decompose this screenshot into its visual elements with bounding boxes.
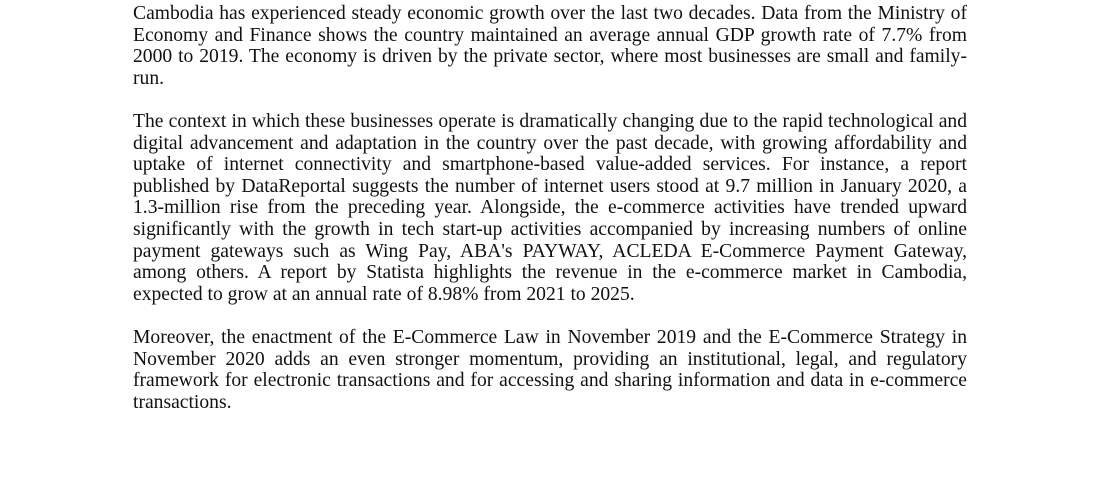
document-body — [133, 3, 967, 435]
paragraph-economic-growth: Cambodia has experienced steady economic growth over the last two decades. Data from the Ministry of Economy and Finance shows the country maintained an average annual GDP growth rate of 7.7% from 2000 to 2019. The economy is driven by the private sector, where most businesses are small and family-run. — [133, 3, 967, 89]
paragraph-digital-context: The context in which these businesses operate is dramatically changing due to the rapid technological and digital advancement and adaptation in the country over the past decade, with growing affordability and uptake of internet connectivity and smartphone-based value-added services. For instance, a report published by DataReportal suggests the number of internet users stood at 9.7 million in January 2020, a 1.3-million rise from the preceding year. Alongside, the e-commerce activities have trended upward significantly with the growth in tech start-up activities accompanied by increasing numbers of online payment gateways such as Wing Pay, ABA's PAYWAY, ACLEDA E-Commerce Payment Gateway, among others. A report by Statista highlights the revenue in the e-commerce market in Cambodia, expected to grow at an annual rate of 8.98% from 2021 to 2025. — [133, 110, 967, 305]
paragraph-ecommerce-law: Moreover, the enactment of the E-Commerce Law in November 2019 and the E-Commerce Strategy in November 2020 adds an even stronger momentum, providing an institutional, legal, and regulatory framework for electronic transactions and for accessing and sharing information and data in e-commerce transactions. — [133, 326, 967, 413]
